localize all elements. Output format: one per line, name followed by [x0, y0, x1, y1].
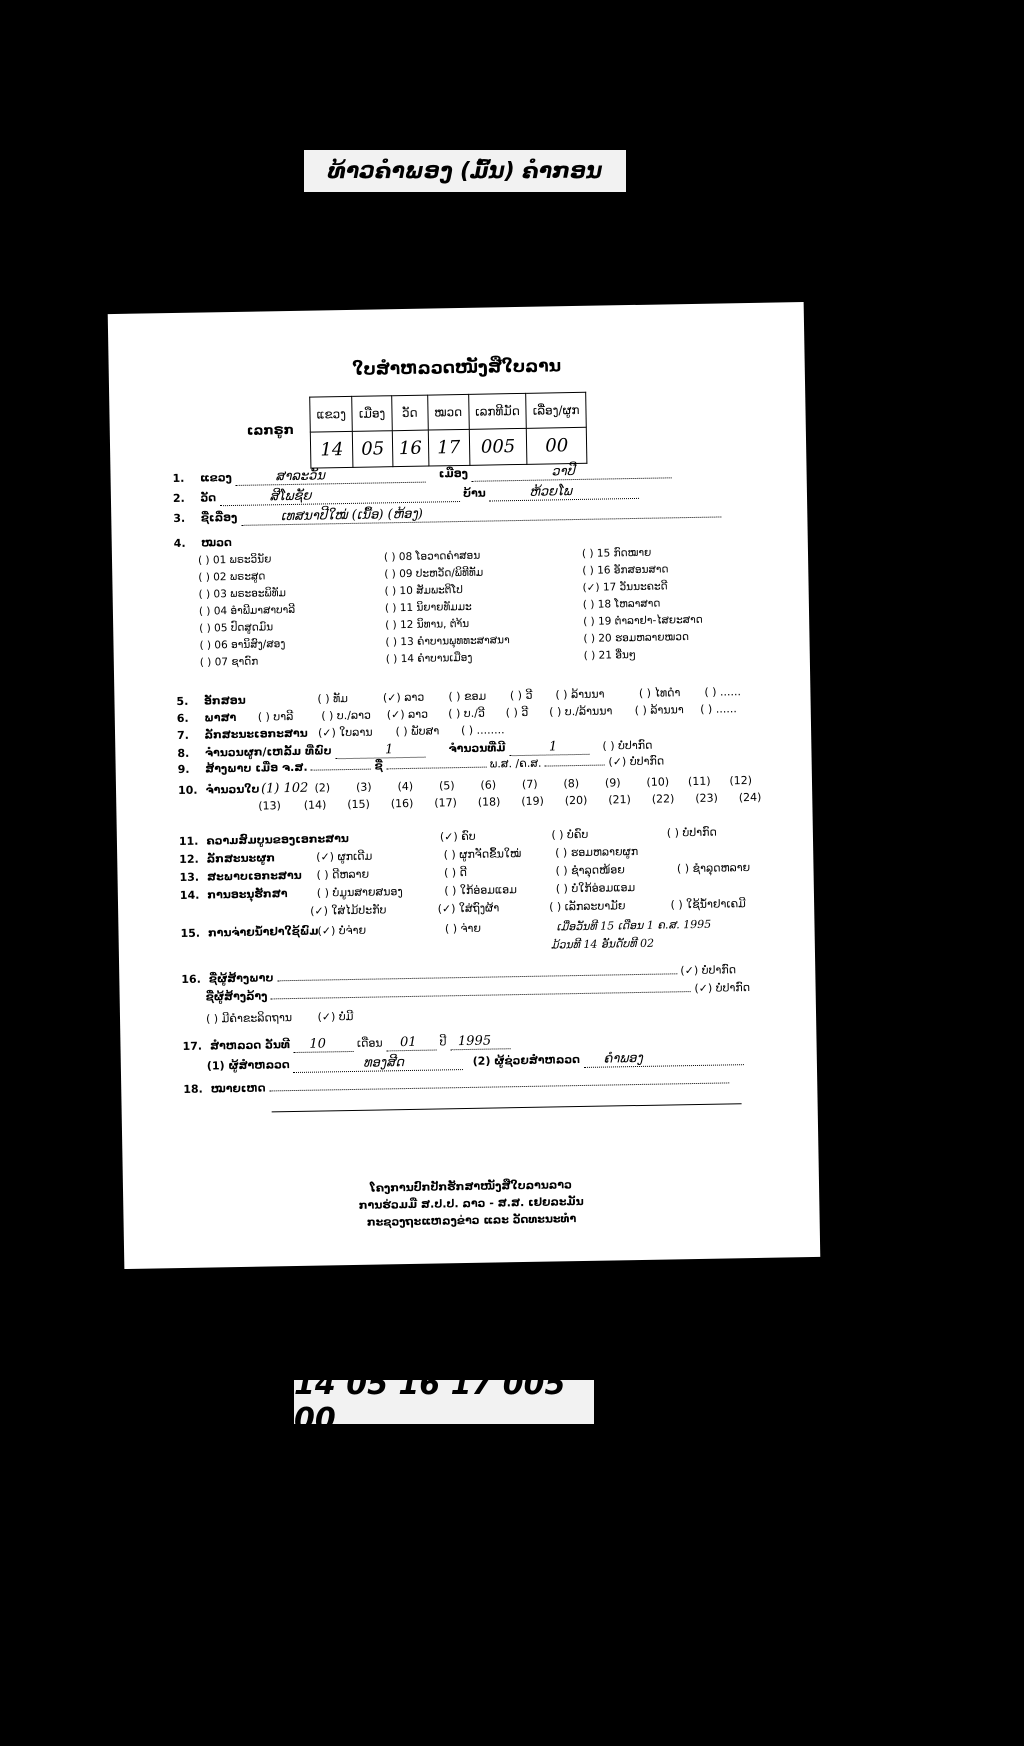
field-label: ປີ — [439, 1035, 447, 1049]
field-number: 4. — [173, 536, 186, 551]
field-label: (1) ຜູ້ສຳຫລວດ — [206, 1058, 290, 1073]
field-number: 18. — [183, 1082, 203, 1096]
code-value: 05 — [353, 431, 393, 468]
category-option: ( ) 02 ພຣະສູດ — [198, 570, 266, 584]
category-option: ( ) 05 ປົດສູດມົນ — [199, 621, 274, 635]
category-option: ( ) 01 ພຣະວິນັຍ — [197, 553, 272, 567]
category-option: ( ) 15 ກົດໝາຍ — [581, 546, 652, 560]
dedication-option: (✓) ບໍ່ມີ — [317, 1009, 354, 1024]
title-value: ເທສນາປີໃໝ່ (ເນື້ອ) (ຫ້ອງ) — [241, 501, 721, 525]
field-number: 17. — [182, 1039, 203, 1053]
field-label: ຈຳນວນຜູກ/ເຫລັ້ມ ທີ່ພົບ — [204, 744, 332, 760]
category-option: ( ) 21 ອື່ນໆ — [583, 648, 637, 662]
field-label: ບ້ານ — [462, 486, 486, 500]
language-option: (✓) ລາວ — [386, 707, 429, 722]
code-table — [309, 392, 587, 469]
field-label: ອັກສອນ — [203, 693, 246, 708]
condition-option: ( ) ຊຳລຸດຫລາຍ — [676, 861, 751, 876]
code-value: 14 — [310, 431, 353, 468]
temple-value: ສີໂພຊັຍ — [219, 486, 459, 506]
leaf-count-cell: (19) — [521, 794, 544, 809]
province-value: ສາລະວັນ — [235, 467, 425, 486]
field-label: ການຈ່າຍນໍ້າຢາໃຊ້ພົມ — [207, 924, 319, 940]
category-option: ( ) 06 ອານິສົງ/ສອງ — [199, 638, 286, 652]
code-value-row — [310, 427, 587, 468]
leaf-count-cell: (14) — [303, 798, 327, 812]
field-notes — [183, 1073, 777, 1096]
not-shown-option: (✓) ບໍ່ປາກົດ — [608, 754, 665, 769]
leaf-count-cell: (21) — [608, 793, 631, 807]
field-label: ສ້າງພາບ ເມື່ອ ຈ.ສ. — [205, 760, 308, 776]
category-option: ( ) 09 ປະຫວັດ/ພິທີທັມ — [384, 566, 484, 581]
code-header: ໝວດ — [427, 394, 469, 430]
not-shown-option: ( ) ບໍ່ປາກົດ — [602, 738, 653, 753]
field-number: 14. — [179, 888, 200, 902]
leaf-count-cell: (7) — [521, 777, 538, 791]
code-header: ເລື່ອງ/ຜູກ — [526, 392, 586, 428]
field-label: ການອະນຸຮັກສາ — [207, 887, 288, 902]
category-option: ( ) 13 ຄຳບານພຸທທະສາສນາ — [385, 634, 510, 649]
language-option: ( ) ລ້ານນາ — [634, 703, 684, 718]
field-number: 6. — [176, 711, 189, 726]
leaf-count-cell: (1) 102 — [260, 780, 309, 797]
field-dedication — [206, 1003, 776, 1026]
field-number: 15. — [180, 926, 201, 940]
microfilm-title-label: ທ້າວຄຳພອງ (ມົ້ນ) ຄຳກອນ — [304, 150, 626, 192]
category-option: ( ) 19 ຕຳລາຢາ-ໄສຍະສາດ — [583, 613, 703, 628]
field-number: 3. — [173, 511, 186, 526]
leaf-count-cell: (20) — [564, 793, 588, 808]
not-shown-option: (✓) ບໍ່ປາກົດ — [680, 963, 737, 978]
code-header: ເມືອງ — [352, 396, 392, 432]
field-number: 13. — [179, 870, 200, 884]
leaf-count-cell: (9) — [604, 776, 621, 790]
bundle-type-option: ( ) ຮອມຫລາຍຜູກ — [555, 844, 639, 860]
field-number: 7. — [176, 728, 190, 742]
leaf-count-cell: (24) — [738, 790, 762, 805]
conservation-option: (✓) ໃສ່ໄມ້ປະກັບ — [310, 903, 387, 918]
field-label: ຊື່ເລື່ອງ — [200, 510, 238, 525]
leaf-count-cell: (11) — [687, 774, 711, 789]
field-label: ສຳຫລວດ ວັນທີ — [209, 1038, 291, 1053]
surveyor-value: ທອງສີດ — [293, 1054, 463, 1073]
leaf-count-cell: (16) — [390, 796, 414, 811]
field-label: ພາສາ — [204, 710, 237, 725]
field-label: ລັກສະນະຜູກ — [206, 851, 276, 866]
code-label: ເລກຣູກ — [246, 422, 295, 439]
field-number: 11. — [178, 834, 199, 848]
treatment-option: ( ) ຈ່າຍ — [444, 921, 482, 936]
category-option: ( ) 20 ຮອມຫລາຍໝວດ — [583, 631, 690, 645]
field-number: 9. — [177, 762, 190, 776]
conservation-row-2 — [310, 897, 774, 918]
language-option: ( ) ວີ — [505, 705, 529, 720]
microfilm-reel-value: ມ້ວນທີ 14 ອັນດັບທີ 02 — [550, 936, 655, 952]
survey-day: 10 — [293, 1036, 353, 1053]
leaf-count-cell: (4) — [397, 779, 414, 794]
script-option: ( ) ໄທດຳ — [638, 686, 681, 700]
leaf-count-cell: (15) — [347, 797, 371, 812]
field-number: 5. — [176, 694, 189, 709]
category-option: ( ) 18 ໂຫລາສາດ — [582, 597, 661, 611]
leaf-count-cell: (13) — [258, 799, 282, 813]
conservation-option: ( ) ໃຊ້ນໍ້າຢາເຄມີ — [670, 897, 746, 912]
field-label: ພ.ສ. /ຄ.ສ. — [489, 756, 542, 771]
conservation-option: (✓) ໃສ່ຖົງຜ້າ — [437, 901, 500, 916]
category-option: ( ) 12 ນິທານ, ຕຳ້ນ — [385, 617, 470, 632]
code-header-row — [310, 392, 587, 432]
field-number: 10. — [177, 783, 198, 797]
leaf-count-cell: (22) — [651, 792, 675, 806]
leaf-count-cell: (2) — [314, 781, 331, 795]
field-label: ເດືອນ — [356, 1036, 383, 1050]
leaf-count-cell: (5) — [438, 779, 455, 793]
category-option: (✓) 17 ວັນນະຄະດີ — [582, 580, 668, 594]
category-option: ( ) 08 ໂອວາດຄຳສອນ — [383, 549, 481, 564]
dedication-option: ( ) ມີຄຳຂະລິດຖານ — [205, 1011, 293, 1026]
survey-month: 01 — [386, 1035, 436, 1052]
field-category — [174, 527, 768, 550]
completeness-option: ( ) ບໍ່ຄົບ — [551, 827, 589, 842]
bundle-count-value: 1 — [335, 742, 425, 760]
leaf-count-cell: (12) — [729, 773, 753, 788]
field-label: ເມືອງ — [438, 466, 469, 481]
category-option: ( ) 03 ພຣະອະພິທັມ — [198, 587, 287, 601]
field-label: ຈຳນວນໃບ — [205, 782, 260, 797]
field-label: ສະພາບເອກະສານ — [206, 868, 302, 884]
code-value: 16 — [392, 430, 429, 467]
doctype-option: ( ) ........ — [460, 723, 505, 738]
field-label: ຊື່ — [374, 759, 383, 773]
code-value: 17 — [428, 429, 470, 466]
field-number: 8. — [177, 746, 190, 760]
conservation-option: ( ) ໃກ້ອ່ອມແອມ — [444, 883, 517, 898]
field-label: (2) ຜູ້ຊ່ວຍສຳຫລວດ — [472, 1053, 581, 1068]
field-number: 2. — [172, 491, 185, 506]
bundle-type-option: ( ) ຜູກຈັດຂຶ້ນໃໝ່ — [443, 847, 522, 862]
leaf-count-cell: (23) — [695, 791, 718, 805]
language-option: ( ) ບາລີ — [257, 709, 294, 724]
district-value: ວາປີ — [471, 462, 671, 481]
language-option: ( ) ບ./ລ້ານນາ — [549, 704, 613, 719]
code-header: ວັດ — [391, 395, 428, 431]
script-option: (✓) ລາວ — [382, 690, 425, 705]
category-option: ( ) 14 ຄຳບານເມືອງ — [385, 651, 473, 666]
field-number: 16. — [181, 972, 201, 986]
treatment-option: (✓) ບໍ່ຈ່າຍ — [317, 923, 367, 938]
doctype-option: (✓) ໃບລານ — [317, 725, 373, 740]
script-option: ( ) ...... — [704, 685, 742, 699]
survey-form-sheet — [108, 302, 821, 1269]
code-header: ແຂວງ — [310, 396, 353, 432]
footer-line: ໂຄງການປົກປັກຮັກສາໜັງສືໃບລານລາວ — [370, 1178, 572, 1195]
field-label: ໝວດ — [201, 536, 232, 550]
leaf-count-cell: (18) — [477, 795, 501, 809]
bundle-type-option: (✓) ຜູກເດີມ — [316, 849, 373, 864]
code-header: ເລກທີມັດ — [468, 393, 526, 429]
conservation-option: ( ) ບໍ່ມູນສາຍສນອງ — [316, 885, 403, 900]
form-footer — [123, 1172, 820, 1235]
existing-count-value: 1 — [509, 739, 589, 756]
village-value: ຫ້ວຍໂພ — [489, 483, 639, 502]
field-label: ວັດ — [200, 491, 217, 505]
form-title: ໃບສຳຫລວດໜັງສືໃບລານ — [352, 356, 562, 380]
footer-line: ການຮ່ວມມື ສ.ປ.ປ. ລາວ - ສ.ສ. ເຢຍລະມັນ — [358, 1194, 584, 1212]
condition-option: ( ) ດີ — [443, 865, 468, 880]
notes-line — [272, 1103, 742, 1112]
field-label: ຈຳນວນທີ່ມີ — [448, 741, 506, 756]
not-shown-option: (✓) ບໍ່ປາກົດ — [694, 981, 751, 996]
completeness-option: (✓) ຄົບ — [439, 829, 476, 844]
leaf-count-cell: (3) — [355, 780, 372, 794]
field-label: ຊື່ຜູ້ສ້າງພາບ — [208, 971, 274, 986]
microfilm-code-label: 14 05 16 17 005 00 — [294, 1380, 594, 1424]
microfilm-reel-row — [551, 935, 775, 952]
field-label: ໝາຍເຫດ — [210, 1081, 266, 1096]
conservation-option: ( ) ເລັກລະບາມັຍ — [549, 899, 626, 914]
leaf-count-cell: (17) — [434, 796, 458, 810]
field-number: 12. — [179, 852, 199, 866]
footer-line: ກະຊວງຖະແຫລງຂ່າວ ແລະ ວັດທະນະທຳ — [366, 1212, 577, 1229]
leaf-count-cell: (10) — [646, 775, 670, 789]
survey-year: 1995 — [450, 1033, 510, 1050]
language-option: ( ) ບ./ວີ — [448, 706, 485, 721]
field-label: ແຂວງ — [199, 471, 232, 485]
leaf-count-cell: (6) — [480, 778, 497, 792]
category-option: ( ) 10 ສັມພະຕິໂປ — [384, 583, 463, 598]
category-option: ( ) 07 ຊາດົກ — [199, 655, 259, 669]
field-label: ຄວາມສົມບູນຂອງເອກະສານ — [206, 832, 350, 848]
script-option: ( ) ລ້ານນາ — [555, 687, 605, 702]
code-value: 00 — [527, 427, 587, 464]
doctype-option: ( ) ພັບສາ — [395, 724, 440, 739]
leaf-count-cell: (8) — [563, 776, 580, 791]
condition-option: ( ) ດີຫລາຍ — [316, 867, 370, 882]
script-option: ( ) ຂອມ — [448, 689, 487, 704]
treatment-date: ເມື່ອວັນທີ 15 ເດືອນ 1 ຄ.ສ. 1995 — [556, 917, 712, 934]
script-option: ( ) ທັມ — [317, 692, 349, 706]
category-option: ( ) 11 ນິຍາຍທັມມະ — [384, 600, 472, 615]
language-option: ( ) ບ./ລາວ — [321, 708, 372, 723]
completeness-option: ( ) ບໍ່ປາກົດ — [666, 825, 717, 840]
field-label: ລັກສະນະເອກະສານ — [204, 726, 308, 742]
category-option: ( ) 16 ອັກສອນສາດ — [582, 563, 669, 577]
condition-option: ( ) ຊຳລຸດໜ້ອຍ — [555, 863, 625, 878]
assistant-value: ຄຳພອງ — [583, 1049, 743, 1068]
field-label: ຊື່ຜູ້ສ້າງລ້າງ — [205, 989, 268, 1004]
script-option: ( ) ວີ — [509, 688, 533, 703]
language-option: ( ) ...... — [700, 702, 737, 716]
conservation-option: ( ) ບໍ່ໃກ້ອ່ອມແອມ — [555, 881, 636, 896]
category-option: ( ) 04 ອໍາພີມາສາບາລີ — [198, 603, 296, 618]
code-value: 005 — [469, 428, 527, 465]
field-number: 1. — [172, 471, 185, 486]
